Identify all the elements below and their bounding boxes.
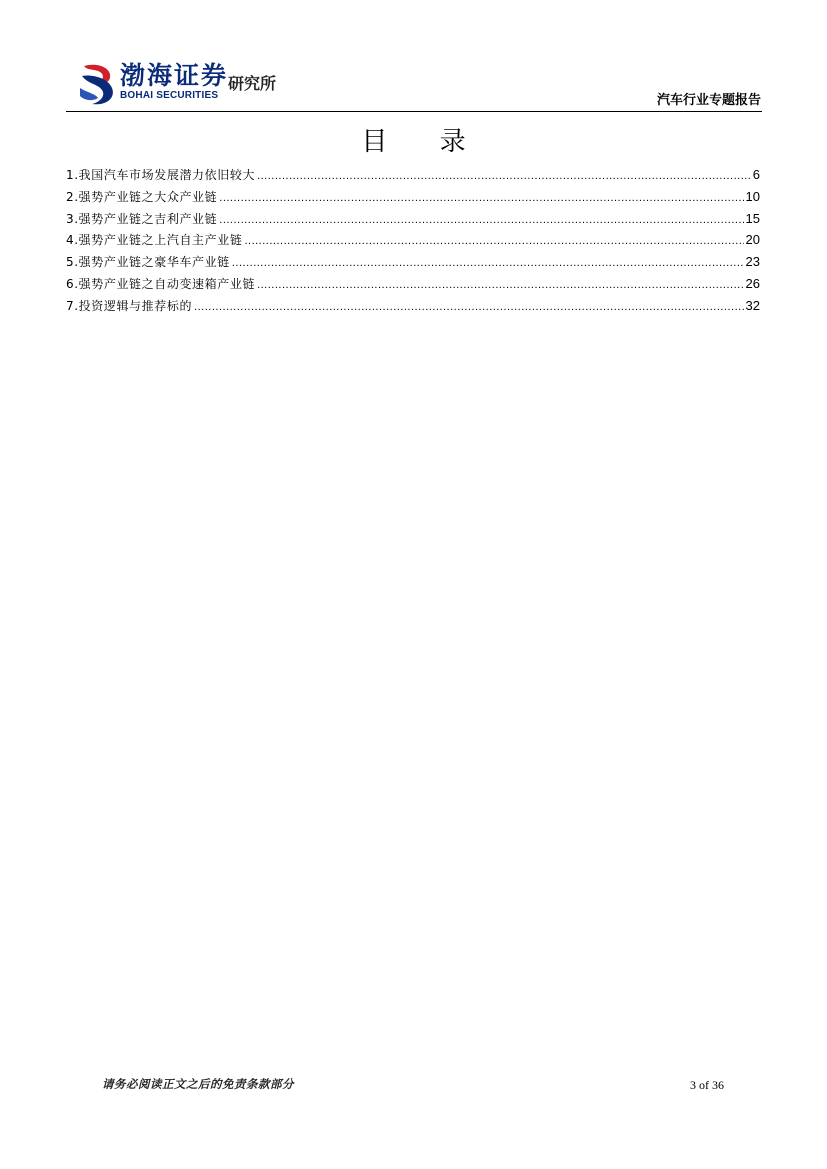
page-header: [0, 0, 827, 115]
toc-leader-dots: [257, 276, 743, 294]
toc-entry[interactable]: [66, 166, 760, 188]
disclaimer-note: 请务必阅读正文之后的免责条款部分: [102, 1077, 294, 1091]
logo-english-name: BOHAI SECURITIES: [120, 90, 219, 101]
header-divider: [66, 111, 762, 112]
toc-entry[interactable]: [66, 231, 760, 253]
table-of-contents: [66, 166, 760, 319]
institute-name: 研究所: [228, 74, 277, 93]
toc-leader-dots: [194, 298, 743, 316]
toc-entry-label: 4.强势产业链之上汽自主产业链: [66, 233, 243, 248]
toc-entry-page: 15: [745, 210, 760, 226]
toc-entry[interactable]: [66, 275, 760, 297]
toc-entry-label: 1.我国汽车市场发展潜力依旧较大: [66, 168, 256, 182]
toc-entry[interactable]: [66, 253, 760, 275]
toc-title: 目 录: [361, 127, 488, 157]
toc-entry[interactable]: [66, 297, 760, 319]
toc-entry-page: 10: [745, 188, 760, 204]
toc-entry[interactable]: [66, 188, 760, 210]
toc-entry-label: 6.强势产业链之自动变速箱产业链: [66, 276, 256, 291]
toc-entry-page: 23: [745, 254, 760, 270]
toc-entry-label: 2.强势产业链之大众产业链: [66, 189, 218, 204]
toc-entry-label: 7.投资逻辑与推荐标的: [66, 298, 193, 313]
toc-leader-dots: [244, 232, 743, 250]
toc-leader-dots: [219, 189, 743, 207]
page-indicator: 3 of 36: [690, 1078, 724, 1092]
toc-entry[interactable]: [66, 210, 760, 232]
toc-entry-label: 3.强势产业链之吉利产业链: [66, 211, 218, 226]
toc-leader-dots: [232, 254, 744, 272]
logo-chinese-name: 渤海证券: [120, 61, 229, 90]
report-type: 汽车行业专题报告: [656, 93, 761, 108]
toc-leader-dots: [219, 211, 743, 229]
bohai-logo-icon: [78, 62, 118, 106]
toc-entry-page: 6: [752, 167, 760, 182]
toc-entry-label: 5.强势产业链之豪华车产业链: [66, 255, 230, 270]
toc-entry-page: 20: [745, 232, 760, 248]
toc-entry-page: 32: [745, 297, 760, 313]
toc-leader-dots: [257, 167, 751, 185]
toc-entry-page: 26: [745, 275, 760, 291]
